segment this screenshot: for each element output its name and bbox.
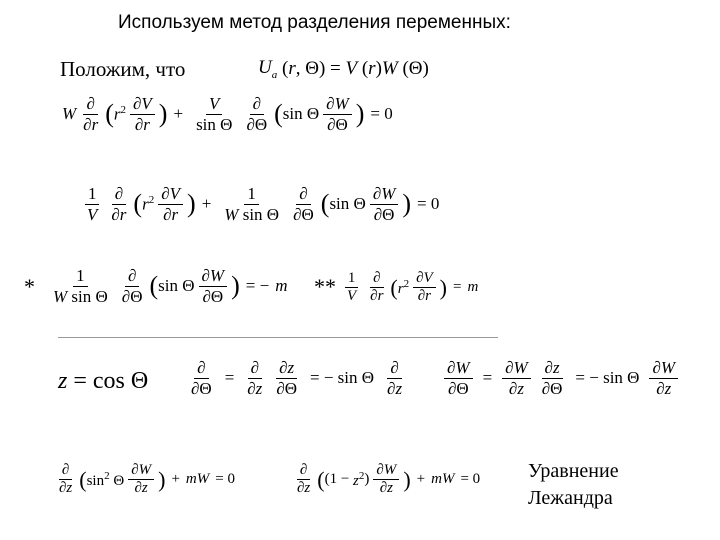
chain-rule-w: $\frac{\partial W}{\partial\Theta}$ = $\frac{\partial W}{\partial z}$ $\frac{\partial z}{\partial\Theta}$ = − sin Θ $\frac{\partial W}{\partial z}$: [440, 358, 682, 398]
divider-line: [58, 337, 498, 338]
equation-1: W $\frac{\partial}{\partial r}$ ( $r^2$ $\frac{\partial V}{\partial r}$ ) + $\frac{V}{\text{sin Θ}}$ $\frac{\partial}{\partial\Theta}$ ( sin Θ $\frac{\partial W}{\partial\Theta}$ ) = 0: [62, 94, 393, 134]
chain-rule-operator: $\frac{\partial}{\partial\Theta}$ = $\frac{\partial}{\partial z}$ $\frac{\partial z}{\partial\Theta}$ = − sin Θ $\frac{\partial}{\partial z}$: [191, 358, 403, 398]
intro-label: Положим, что: [60, 57, 186, 81]
equation-in-z-sin: $\frac{\partial}{\partial z}$ ( $\sin^2 \Theta$ $\frac{\partial W}{\partial z}$ ) + mW = 0: [59, 462, 235, 497]
equation-radial: $\frac{1}{V}$ $\frac{\partial}{\partial r}$ ( $r^2$ $\frac{\partial V}{\partial r}$ ) = m: [340, 270, 478, 306]
separation-ansatz: $U_a$ ( r , Θ) = V ( r ) W (Θ): [258, 57, 429, 81]
equation-2: $\frac{1}{V}$ $\frac{\partial}{\partial r}$ ( $r^2$ $\frac{\partial V}{\partial r}$ ) + $\frac{1}{\text{W sin Θ}}$ $\frac{\partial}{\partial\Theta}$ ( sin Θ $\frac{\partial W}{\partial\Theta}$ ) = 0: [80, 184, 445, 224]
legendre-label-line2: Лежандра: [528, 487, 613, 509]
substitution-z: z = cos Θ: [58, 368, 149, 394]
equation-angular: $\frac{1}{\text{W sin Θ}}$ $\frac{\partial}{\partial\Theta}$ ( sin Θ $\frac{\partial W}{\partial\Theta}$ ) = − m: [53, 266, 288, 306]
legendre-label-line1: Уравнение: [528, 460, 619, 482]
legendre-equation: $\frac{\partial}{\partial z}$ ( (1 − $z^2$ ) $\frac{\partial W}{\partial z}$ ) + mW = 0: [297, 462, 481, 497]
star-single: *: [24, 274, 35, 299]
slide-title: Используем метод разделения переменных:: [118, 12, 511, 33]
star-double: **: [314, 274, 336, 299]
